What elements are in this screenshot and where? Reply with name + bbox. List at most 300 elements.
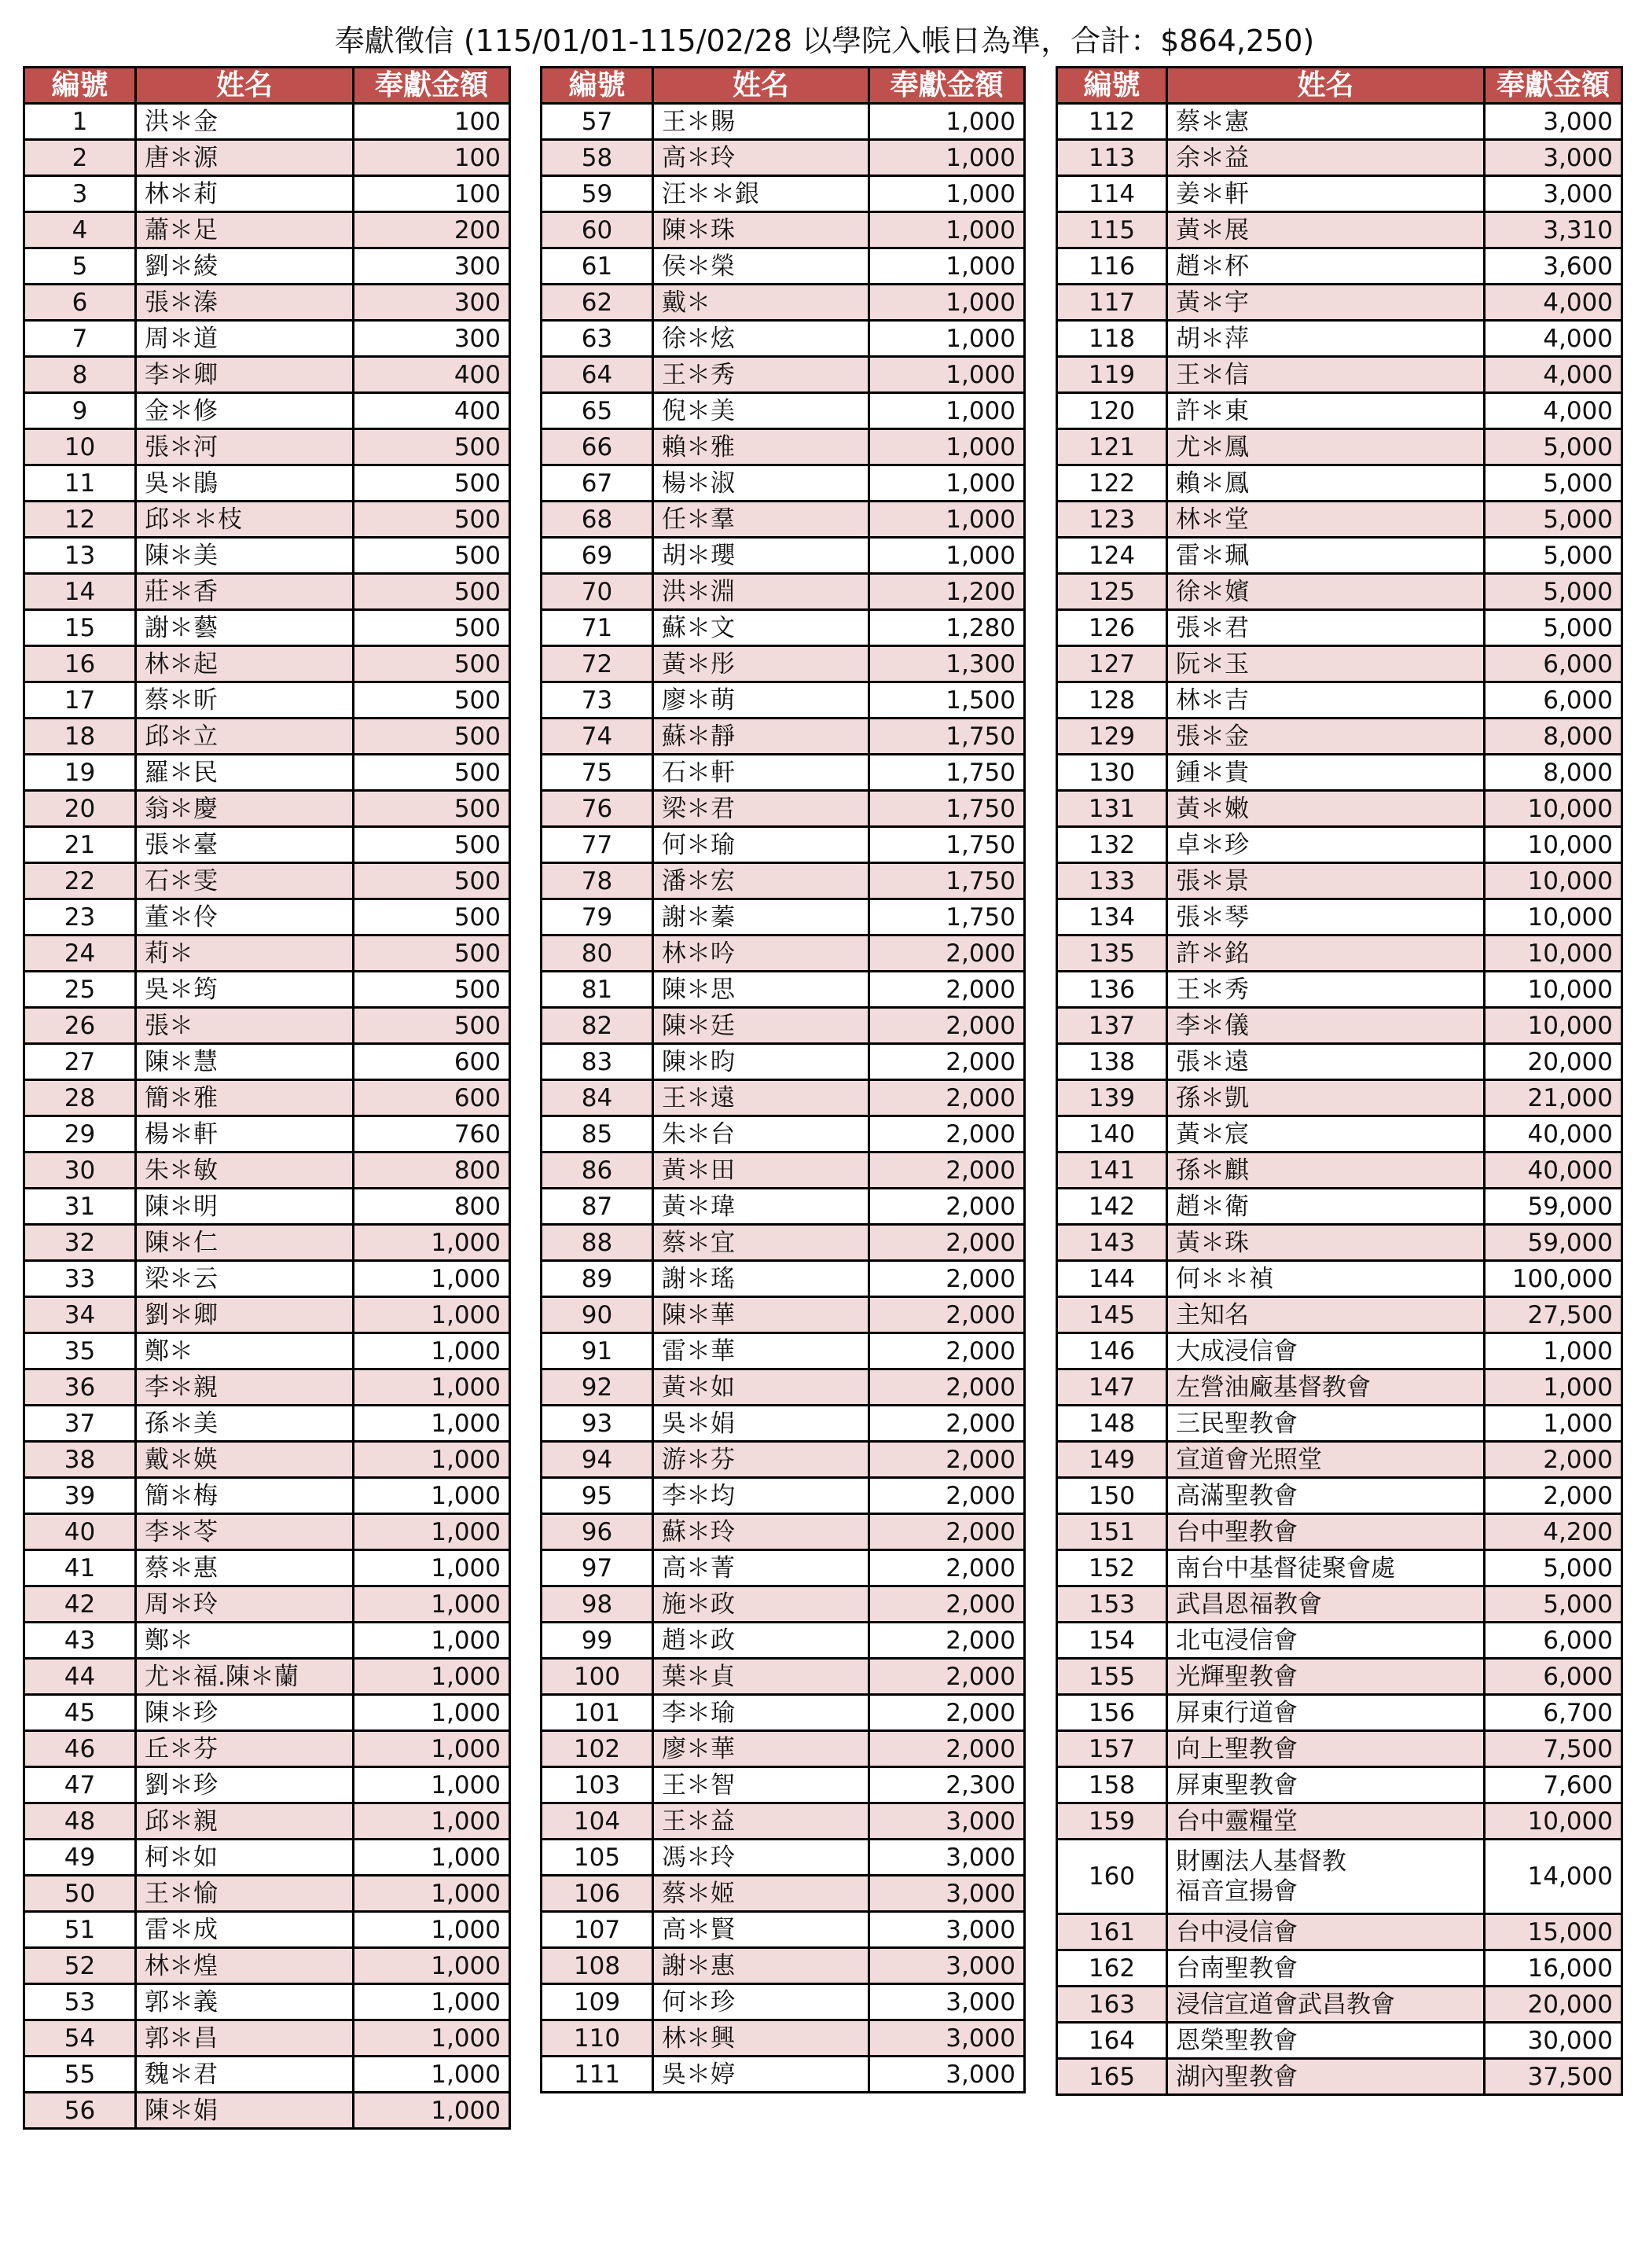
- row-number: 65: [542, 393, 653, 429]
- donation-amount: 1,000: [1485, 1406, 1622, 1442]
- table-row: [542, 1803, 1025, 1840]
- row-number: 10: [24, 429, 136, 465]
- table-row: [1057, 357, 1622, 393]
- donation-amount: 600: [354, 1044, 510, 1080]
- donor-name: 卓＊珍: [1167, 827, 1485, 863]
- row-number: 92: [542, 1369, 653, 1406]
- row-number: 9: [24, 393, 136, 429]
- row-number: 95: [542, 1478, 653, 1514]
- row-number: 47: [24, 1767, 136, 1803]
- donation-amount: 5,000: [1485, 465, 1622, 502]
- row-number: 165: [1057, 2059, 1167, 2095]
- donation-amount: 10,000: [1485, 972, 1622, 1008]
- row-number: 119: [1057, 357, 1167, 393]
- donation-amount: 1,000: [354, 1948, 510, 1984]
- row-number: 148: [1057, 1406, 1167, 1442]
- row-number: 105: [542, 1840, 653, 1876]
- donation-amount: 500: [354, 899, 510, 936]
- row-number: 21: [24, 827, 136, 863]
- donation-amount: 3,000: [869, 1876, 1025, 1912]
- row-number: 93: [542, 1406, 653, 1442]
- donor-name: 阮＊玉: [1167, 646, 1485, 682]
- row-number: 110: [542, 2020, 653, 2057]
- donor-name: 張＊琴: [1167, 899, 1485, 936]
- donation-amount: 6,700: [1485, 1695, 1622, 1731]
- donor-name: 謝＊惠: [653, 1948, 869, 1984]
- donor-name: 莊＊香: [136, 574, 354, 610]
- row-number: 30: [24, 1152, 136, 1189]
- donor-name: 孫＊凱: [1167, 1080, 1485, 1116]
- row-number: 112: [1057, 104, 1167, 140]
- row-number: 163: [1057, 1987, 1167, 2023]
- table-row: [1057, 140, 1622, 176]
- row-number: 72: [542, 646, 653, 682]
- table-row: [1057, 791, 1622, 827]
- donor-name: 廖＊萌: [653, 682, 869, 719]
- table-row: [24, 2020, 510, 2057]
- row-number: 145: [1057, 1297, 1167, 1333]
- row-number: 122: [1057, 465, 1167, 502]
- row-number: 90: [542, 1297, 653, 1333]
- table-row: [542, 1659, 1025, 1695]
- table-row: [24, 1840, 510, 1876]
- donation-amount: 500: [354, 1008, 510, 1044]
- row-number: 153: [1057, 1586, 1167, 1623]
- donor-name: 許＊銘: [1167, 936, 1485, 972]
- row-number: 60: [542, 212, 653, 248]
- donor-name: 陳＊廷: [653, 1008, 869, 1044]
- donor-name: 洪＊金: [136, 104, 354, 140]
- donor-name: 劉＊珍: [136, 1767, 354, 1803]
- table-row: [1057, 827, 1622, 863]
- donation-amount: 500: [354, 502, 510, 538]
- donation-amount: 2,000: [869, 972, 1025, 1008]
- donation-amount: 5,000: [1485, 610, 1622, 646]
- table-row: [24, 791, 510, 827]
- donation-amount: 1,000: [869, 502, 1025, 538]
- donor-name: 南台中基督徒聚會處: [1167, 1550, 1485, 1586]
- table-row: [1057, 1406, 1622, 1442]
- row-number: 16: [24, 646, 136, 682]
- table-row: [24, 1369, 510, 1406]
- donor-name: 朱＊台: [653, 1116, 869, 1152]
- row-number: 141: [1057, 1152, 1167, 1189]
- donation-amount: 30,000: [1485, 2023, 1622, 2059]
- row-number: 149: [1057, 1442, 1167, 1478]
- donation-amount: 100,000: [1485, 1261, 1622, 1297]
- row-number: 44: [24, 1659, 136, 1695]
- table-row: [1057, 1225, 1622, 1261]
- row-number: 61: [542, 248, 653, 285]
- row-number: 139: [1057, 1080, 1167, 1116]
- row-number: 161: [1057, 1914, 1167, 1950]
- table-row: [542, 176, 1025, 212]
- donor-name: 董＊伶: [136, 899, 354, 936]
- donor-name: 黃＊宇: [1167, 285, 1485, 321]
- donor-name: 何＊珍: [653, 1984, 869, 2020]
- row-number: 82: [542, 1008, 653, 1044]
- table-row: [542, 1840, 1025, 1876]
- table-row: [24, 1550, 510, 1586]
- donor-name: 鄭＊: [136, 1623, 354, 1659]
- donor-name: 趙＊政: [653, 1623, 869, 1659]
- row-number: 63: [542, 321, 653, 357]
- donation-amount: 3,310: [1485, 212, 1622, 248]
- table-row: [542, 212, 1025, 248]
- donor-name: 羅＊民: [136, 755, 354, 791]
- table-row: [24, 1586, 510, 1623]
- donor-name: 蔡＊昕: [136, 682, 354, 719]
- table-row: [542, 863, 1025, 899]
- donation-amount: 1,000: [869, 285, 1025, 321]
- row-number: 134: [1057, 899, 1167, 936]
- table-row: [542, 465, 1025, 502]
- row-number: 73: [542, 682, 653, 719]
- donor-name: 石＊軒: [653, 755, 869, 791]
- table-header: [542, 68, 1025, 104]
- donor-name: 蕭＊足: [136, 212, 354, 248]
- row-number: 106: [542, 1876, 653, 1912]
- table-row: [542, 972, 1025, 1008]
- table-row: [24, 393, 510, 429]
- table-row: [24, 719, 510, 755]
- table-row: [1057, 1478, 1622, 1514]
- donation-amount: 500: [354, 682, 510, 719]
- donation-amount: 3,600: [1485, 248, 1622, 285]
- donation-amount: 3,000: [869, 1840, 1025, 1876]
- donation-amount: 7,600: [1485, 1767, 1622, 1803]
- row-number: 27: [24, 1044, 136, 1080]
- donation-amount: 3,000: [869, 1948, 1025, 1984]
- donation-amount: 10,000: [1485, 1803, 1622, 1840]
- donor-name: 陳＊娟: [136, 2093, 354, 2129]
- donor-name: 林＊起: [136, 646, 354, 682]
- donation-amount: 2,300: [869, 1767, 1025, 1803]
- donor-name: 大成浸信會: [1167, 1333, 1485, 1369]
- row-number: 103: [542, 1767, 653, 1803]
- donor-name: 翁＊慶: [136, 791, 354, 827]
- table-row: [542, 357, 1025, 393]
- donation-amount: 500: [354, 610, 510, 646]
- donation-amount: 100: [354, 140, 510, 176]
- donor-name: 吳＊鵑: [136, 465, 354, 502]
- donor-name: 黃＊宸: [1167, 1116, 1485, 1152]
- donor-name: 姜＊軒: [1167, 176, 1485, 212]
- table-row: [24, 285, 510, 321]
- row-number: 76: [542, 791, 653, 827]
- row-number: 58: [542, 140, 653, 176]
- donor-name: 黃＊彤: [653, 646, 869, 682]
- page-title: 奉獻徵信 (115/01/01-115/02/28 以學院入帳日為準，合計：$864,250): [334, 24, 1315, 58]
- donation-amount: 1,000: [354, 2093, 510, 2129]
- donation-amount: 1,750: [869, 827, 1025, 863]
- row-number: 101: [542, 1695, 653, 1731]
- table-row: [1057, 1767, 1622, 1803]
- donor-name: 王＊秀: [1167, 972, 1485, 1008]
- row-number: 118: [1057, 321, 1167, 357]
- donation-amount: 1,000: [354, 1442, 510, 1478]
- table-row: [1057, 646, 1622, 682]
- table-row: [542, 1586, 1025, 1623]
- row-number: 160: [1057, 1840, 1167, 1914]
- table-row: [24, 1225, 510, 1261]
- donation-amount: 1,000: [869, 357, 1025, 393]
- donor-name: 李＊儀: [1167, 1008, 1485, 1044]
- row-number: 124: [1057, 538, 1167, 574]
- row-number: 22: [24, 863, 136, 899]
- table-row: [1057, 1987, 1622, 2023]
- table-row: [542, 1912, 1025, 1948]
- donor-name: 吳＊婷: [653, 2057, 869, 2093]
- donor-name: 倪＊美: [653, 393, 869, 429]
- table-row: [1057, 719, 1622, 755]
- table-row: [1057, 610, 1622, 646]
- row-number: 157: [1057, 1731, 1167, 1767]
- donation-table-3: [1056, 66, 1623, 2096]
- donor-name: 石＊雯: [136, 863, 354, 899]
- table-row: [542, 140, 1025, 176]
- table-row: [24, 646, 510, 682]
- row-number: 96: [542, 1514, 653, 1550]
- donor-name: 蔡＊憲: [1167, 104, 1485, 140]
- donation-amount: 500: [354, 755, 510, 791]
- table-row: [24, 1080, 510, 1116]
- donation-amount: 10,000: [1485, 899, 1622, 936]
- donor-name: 汪＊＊銀: [653, 176, 869, 212]
- row-number: 42: [24, 1586, 136, 1623]
- table-row: [542, 1225, 1025, 1261]
- donation-amount: 2,000: [869, 1008, 1025, 1044]
- row-number: 24: [24, 936, 136, 972]
- table-row: [1057, 1695, 1622, 1731]
- row-number: 91: [542, 1333, 653, 1369]
- donor-name: 陳＊昀: [653, 1044, 869, 1080]
- donation-amount: 1,000: [354, 1659, 510, 1695]
- row-number: 88: [542, 1225, 653, 1261]
- row-number: 57: [542, 104, 653, 140]
- row-number: 15: [24, 610, 136, 646]
- donation-amount: 3,000: [1485, 176, 1622, 212]
- table-row: [1057, 682, 1622, 719]
- row-number: 162: [1057, 1950, 1167, 1987]
- donor-name: 武昌恩福教會: [1167, 1586, 1485, 1623]
- donation-amount: 8,000: [1485, 719, 1622, 755]
- donor-name: 陳＊珠: [653, 212, 869, 248]
- donation-amount: 15,000: [1485, 1914, 1622, 1950]
- donation-amount: 800: [354, 1152, 510, 1189]
- donation-amount: 1,000: [354, 1550, 510, 1586]
- donor-name: 台中浸信會: [1167, 1914, 1485, 1950]
- table-row: [1057, 1442, 1622, 1478]
- donor-name: 張＊溱: [136, 285, 354, 321]
- row-number: 66: [542, 429, 653, 465]
- donation-amount: 1,500: [869, 682, 1025, 719]
- donation-amount: 2,000: [869, 1116, 1025, 1152]
- row-number: 111: [542, 2057, 653, 2093]
- table-row: [24, 465, 510, 502]
- row-number: 128: [1057, 682, 1167, 719]
- donation-amount: 1,000: [869, 140, 1025, 176]
- row-number: 56: [24, 2093, 136, 2129]
- table-row: [542, 1695, 1025, 1731]
- header-name: 姓名: [1167, 68, 1485, 104]
- row-number: 89: [542, 1261, 653, 1297]
- row-number: 120: [1057, 393, 1167, 429]
- row-number: 23: [24, 899, 136, 936]
- donation-amount: 100: [354, 104, 510, 140]
- table-row: [542, 1080, 1025, 1116]
- donor-name: 馮＊玲: [653, 1840, 869, 1876]
- row-number: 87: [542, 1189, 653, 1225]
- table-row: [24, 863, 510, 899]
- row-number: 159: [1057, 1803, 1167, 1840]
- table-row: [24, 2093, 510, 2129]
- table-row: [24, 321, 510, 357]
- row-number: 68: [542, 502, 653, 538]
- donation-amount: 7,500: [1485, 1731, 1622, 1767]
- table-row: [542, 393, 1025, 429]
- table-row: [542, 1550, 1025, 1586]
- donor-name: 陳＊仁: [136, 1225, 354, 1261]
- header-no: 編號: [542, 68, 653, 104]
- table-row: [542, 1008, 1025, 1044]
- donor-name: 蔡＊宜: [653, 1225, 869, 1261]
- donor-name: 李＊親: [136, 1369, 354, 1406]
- donor-name: 台中靈糧堂: [1167, 1803, 1485, 1840]
- table-row: [1057, 1950, 1622, 1987]
- table-row: [1057, 936, 1622, 972]
- row-number: 35: [24, 1333, 136, 1369]
- donation-amount: 21,000: [1485, 1080, 1622, 1116]
- row-number: 127: [1057, 646, 1167, 682]
- donor-name: 王＊信: [1167, 357, 1485, 393]
- donation-amount: 3,000: [869, 1912, 1025, 1948]
- donation-amount: 2,000: [869, 1659, 1025, 1695]
- donation-amount: 5,000: [1485, 502, 1622, 538]
- donation-amount: 4,000: [1485, 357, 1622, 393]
- row-number: 164: [1057, 2023, 1167, 2059]
- donor-name: 張＊金: [1167, 719, 1485, 755]
- donor-name: 李＊卿: [136, 357, 354, 393]
- donor-name: 恩榮聖教會: [1167, 2023, 1485, 2059]
- header-amount: 奉獻金額: [354, 68, 510, 104]
- table-row: [1057, 104, 1622, 140]
- table-row: [24, 1116, 510, 1152]
- table-row: [1057, 1914, 1622, 1950]
- donation-amount: 1,000: [354, 1261, 510, 1297]
- donor-name: 簡＊雅: [136, 1080, 354, 1116]
- donor-name: 何＊＊禎: [1167, 1261, 1485, 1297]
- table-row: [24, 2057, 510, 2093]
- row-number: 59: [542, 176, 653, 212]
- row-number: 142: [1057, 1189, 1167, 1225]
- donation-amount: 500: [354, 646, 510, 682]
- row-number: 31: [24, 1189, 136, 1225]
- row-number: 71: [542, 610, 653, 646]
- header-no: 編號: [24, 68, 136, 104]
- table-row: [1057, 393, 1622, 429]
- donation-amount: 2,000: [869, 1695, 1025, 1731]
- donor-name: 台南聖教會: [1167, 1950, 1485, 1987]
- table-row: [542, 646, 1025, 682]
- table-row: [1057, 1623, 1622, 1659]
- donor-name: 高滿聖教會: [1167, 1478, 1485, 1514]
- row-number: 75: [542, 755, 653, 791]
- table-row: [1057, 1840, 1622, 1914]
- donation-amount: 1,750: [869, 863, 1025, 899]
- donation-table-2: [540, 66, 1026, 2093]
- donation-amount: 40,000: [1485, 1116, 1622, 1152]
- row-number: 74: [542, 719, 653, 755]
- donation-amount: 6,000: [1485, 682, 1622, 719]
- donation-amount: 1,000: [354, 2020, 510, 2057]
- donation-amount: 500: [354, 465, 510, 502]
- donation-amount: 4,000: [1485, 393, 1622, 429]
- row-number: 155: [1057, 1659, 1167, 1695]
- donor-name: 賴＊雅: [653, 429, 869, 465]
- table-row: [1057, 1008, 1622, 1044]
- donation-amount: 4,000: [1485, 285, 1622, 321]
- donor-name: 蘇＊靜: [653, 719, 869, 755]
- table-row: [542, 1948, 1025, 1984]
- row-number: 51: [24, 1912, 136, 1948]
- donor-name: 尤＊鳳: [1167, 429, 1485, 465]
- donor-name: 謝＊藝: [136, 610, 354, 646]
- donation-amount: 1,000: [354, 1586, 510, 1623]
- row-number: 158: [1057, 1767, 1167, 1803]
- donation-amount: 1,200: [869, 574, 1025, 610]
- row-number: 113: [1057, 140, 1167, 176]
- donation-amount: 3,000: [1485, 140, 1622, 176]
- table-row: [24, 176, 510, 212]
- table-row: [1057, 1514, 1622, 1550]
- donation-amount: 2,000: [869, 1406, 1025, 1442]
- row-number: 114: [1057, 176, 1167, 212]
- donation-amount: 5,000: [1485, 574, 1622, 610]
- row-number: 102: [542, 1731, 653, 1767]
- row-number: 41: [24, 1550, 136, 1586]
- donor-name: 三民聖教會: [1167, 1406, 1485, 1442]
- table-row: [24, 1876, 510, 1912]
- row-number: 52: [24, 1948, 136, 1984]
- donor-name: 戴＊媖: [136, 1442, 354, 1478]
- donation-amount: 500: [354, 574, 510, 610]
- row-number: 48: [24, 1803, 136, 1840]
- table-row: [1057, 1586, 1622, 1623]
- row-number: 54: [24, 2020, 136, 2057]
- row-number: 38: [24, 1442, 136, 1478]
- table-row: [1057, 2023, 1622, 2059]
- row-number: 135: [1057, 936, 1167, 972]
- table-row: [1057, 1550, 1622, 1586]
- donation-amount: 2,000: [869, 1623, 1025, 1659]
- row-number: 49: [24, 1840, 136, 1876]
- donation-amount: 2,000: [1485, 1478, 1622, 1514]
- row-number: 84: [542, 1080, 653, 1116]
- donation-amount: 6,000: [1485, 1623, 1622, 1659]
- table-row: [24, 1406, 510, 1442]
- donor-name: 蔡＊惠: [136, 1550, 354, 1586]
- donor-name: 屏東行道會: [1167, 1695, 1485, 1731]
- donor-name: 丘＊芬: [136, 1731, 354, 1767]
- donor-name: 張＊河: [136, 429, 354, 465]
- row-number: 40: [24, 1514, 136, 1550]
- donation-amount: 1,000: [869, 248, 1025, 285]
- table-row: [542, 1297, 1025, 1333]
- table-row: [1057, 176, 1622, 212]
- donation-amount: 1,000: [1485, 1333, 1622, 1369]
- header-name: 姓名: [136, 68, 354, 104]
